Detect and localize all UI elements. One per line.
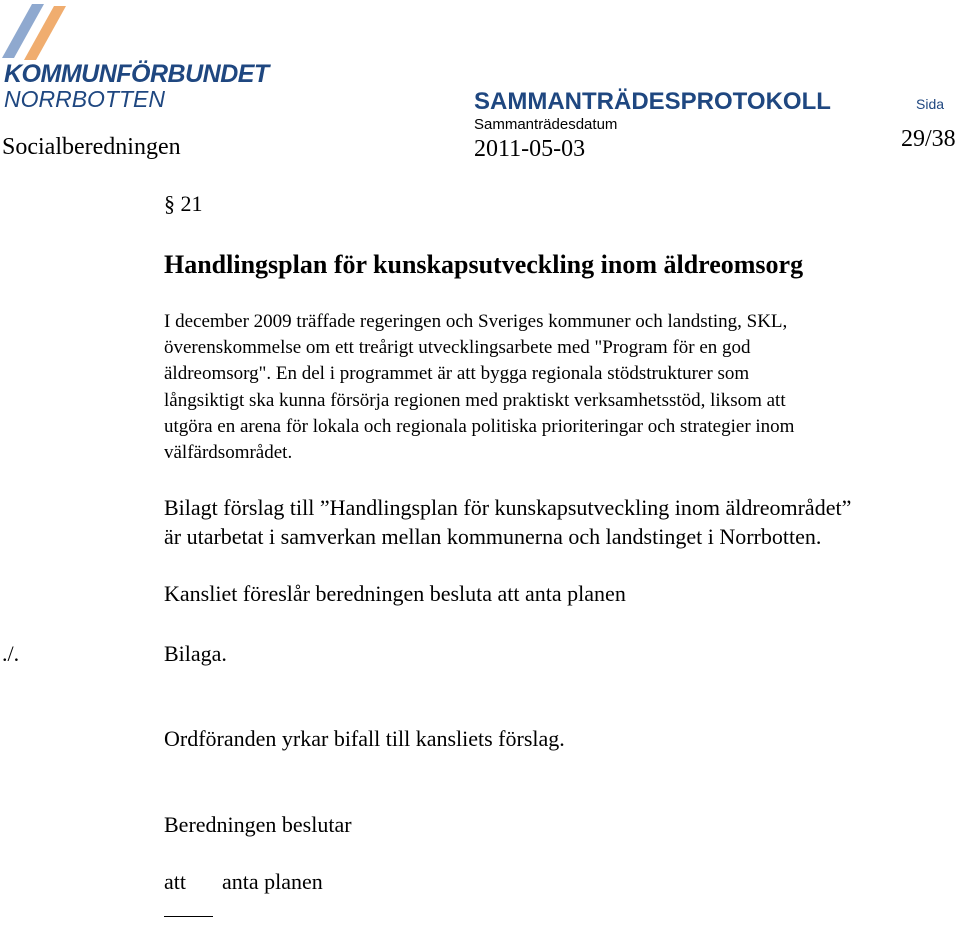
decision-heading: Beredningen beslutar xyxy=(164,812,352,837)
page-number: 29/38 xyxy=(901,126,956,152)
intro-line: långsiktigt ska kunna försörja regionen med praktiskt verksamhetsstöd, liksom att xyxy=(164,390,786,411)
intro-line: äldreomsorg". En del i programmet är att bygga regionala stödstrukturer som xyxy=(164,363,750,384)
intro-line: överenskommelse om ett treårigt utvecklingsarbete med "Program för en god xyxy=(164,337,751,358)
document-title: SAMMANTRÄDESPROTOKOLL xyxy=(474,88,831,115)
attachment-line: är utarbetat i samverkan mellan kommunerna och landstinget i Norrbotten. xyxy=(164,524,822,549)
decision-att: att xyxy=(164,869,186,894)
chair-statement: Ordföranden yrkar bifall till kansliets förslag. xyxy=(164,726,565,751)
meeting-date: 2011-05-03 xyxy=(474,136,586,162)
closing-rule xyxy=(164,916,213,917)
section-heading: Handlingsplan för kunskapsutveckling inom äldreomsorg xyxy=(164,250,804,279)
proposal-text: Kansliet föreslår beredningen besluta att anta planen xyxy=(164,581,626,606)
page-label: Sida xyxy=(916,96,945,112)
paragraph-number: § 21 xyxy=(164,191,203,216)
intro-line: I december 2009 träffade regeringen och Sveriges kommuner och landsting, SKL, xyxy=(164,311,788,332)
committee-name: Socialberedningen xyxy=(2,134,181,160)
intro-line: välfärdsområdet. xyxy=(164,442,293,463)
decision-text: anta planen xyxy=(222,869,323,894)
organization-logo xyxy=(0,0,269,112)
intro-line: utgöra en arena för lokala och regionala politiska prioriteringar och strategier inom xyxy=(164,416,795,437)
attachment-margin-mark: ./. xyxy=(2,641,20,666)
date-label: Sammanträdesdatum xyxy=(474,116,618,133)
logo-text-line1: KOMMUNFÖRBUNDET xyxy=(4,60,269,88)
logo-text-line2: NORRBOTTEN xyxy=(4,86,165,112)
attachment-line: Bilagt förslag till ”Handlingsplan för kunskapsutveckling inom äldreområdet” xyxy=(164,495,852,520)
logo-stripes-icon xyxy=(0,0,70,64)
appendix-label: Bilaga. xyxy=(164,641,227,666)
